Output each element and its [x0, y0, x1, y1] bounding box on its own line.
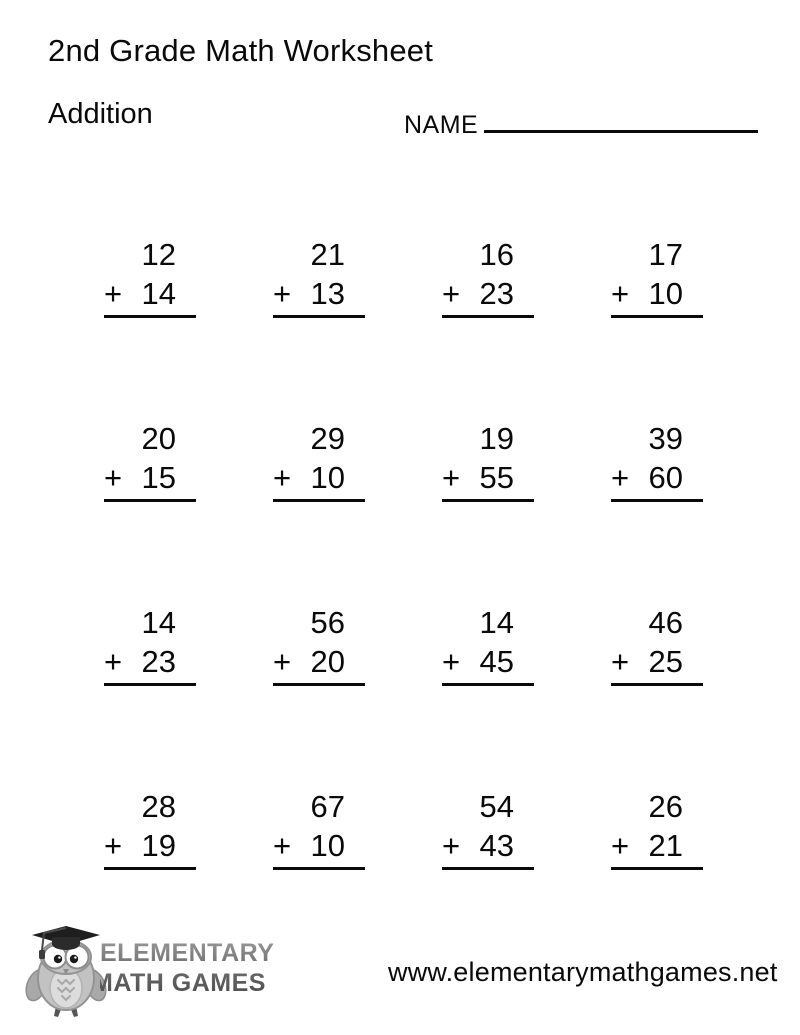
addition-problem	[104, 790, 196, 870]
logo-line-2: MATH GAMES	[92, 969, 266, 997]
answer-line	[611, 683, 703, 686]
answer-line	[442, 683, 534, 686]
addition-problem	[104, 422, 196, 502]
plus-operator: +	[611, 460, 630, 495]
problems-grid	[104, 238, 704, 870]
addition-problem	[611, 606, 703, 686]
addend-bottom: 20	[310, 644, 345, 679]
addend-bottom: 10	[310, 828, 345, 863]
addition-problem	[442, 790, 534, 870]
addend-bottom: 43	[479, 828, 514, 863]
addend-top: 54	[479, 789, 514, 824]
addend-top: 39	[648, 421, 683, 456]
answer-line	[611, 867, 703, 870]
website-url: www.elementarymathgames.net	[388, 957, 778, 987]
plus-operator: +	[442, 828, 461, 863]
addition-problem	[273, 422, 365, 502]
answer-line	[104, 315, 196, 318]
addend-bottom: 10	[648, 276, 683, 311]
problems-row-2	[104, 422, 704, 502]
answer-line	[442, 499, 534, 502]
answer-line	[611, 499, 703, 502]
addition-problem	[442, 606, 534, 686]
plus-operator: +	[273, 644, 292, 679]
addend-top: 16	[479, 237, 514, 272]
page-title: 2nd Grade Math Worksheet	[48, 33, 434, 68]
addend-bottom: 23	[141, 644, 176, 679]
plus-operator: +	[273, 828, 292, 863]
plus-operator: +	[104, 460, 123, 495]
answer-line	[273, 315, 365, 318]
addend-bottom: 45	[479, 644, 514, 679]
plus-operator: +	[273, 460, 292, 495]
addition-problem	[273, 238, 365, 318]
addend-top: 46	[648, 605, 683, 640]
answer-line	[104, 499, 196, 502]
addition-problem	[104, 606, 196, 686]
addition-problem	[273, 606, 365, 686]
addend-top: 14	[141, 605, 176, 640]
addend-top: 19	[479, 421, 514, 456]
addend-top: 56	[310, 605, 345, 640]
addend-top: 20	[141, 421, 176, 456]
addend-top: 67	[310, 789, 345, 824]
name-block	[404, 106, 758, 140]
addend-bottom: 10	[310, 460, 345, 495]
plus-operator: +	[442, 644, 461, 679]
problems-row-4	[104, 790, 704, 870]
addend-top: 21	[310, 237, 345, 272]
plus-operator: +	[104, 276, 123, 311]
plus-operator: +	[442, 460, 461, 495]
plus-operator: +	[104, 828, 123, 863]
plus-operator: +	[611, 644, 630, 679]
addend-bottom: 25	[648, 644, 683, 679]
addition-problem	[104, 238, 196, 318]
logo-text	[92, 938, 275, 998]
problems-row-1	[104, 238, 704, 318]
answer-line	[273, 867, 365, 870]
answer-line	[442, 315, 534, 318]
addend-top: 12	[141, 237, 176, 272]
addition-problem	[273, 790, 365, 870]
addend-bottom: 23	[479, 276, 514, 311]
addend-top: 29	[310, 421, 345, 456]
addend-bottom: 60	[648, 460, 683, 495]
answer-line	[611, 315, 703, 318]
addition-problem	[611, 238, 703, 318]
worksheet-subtitle: Addition	[48, 98, 153, 130]
answer-line	[273, 683, 365, 686]
logo-line-1: ELEMENTARY	[100, 939, 275, 967]
plus-operator: +	[611, 276, 630, 311]
addend-bottom: 15	[141, 460, 176, 495]
answer-line	[442, 867, 534, 870]
problems-row-3	[104, 606, 704, 686]
addend-bottom: 19	[141, 828, 176, 863]
answer-line	[273, 499, 365, 502]
addend-bottom: 55	[479, 460, 514, 495]
addend-bottom: 13	[310, 276, 345, 311]
addend-bottom: 14	[141, 276, 176, 311]
addend-top: 14	[479, 605, 514, 640]
plus-operator: +	[273, 276, 292, 311]
addition-problem	[611, 422, 703, 502]
addend-top: 26	[648, 789, 683, 824]
answer-line	[104, 683, 196, 686]
addend-bottom: 21	[648, 828, 683, 863]
name-label: NAME	[404, 111, 479, 139]
plus-operator: +	[611, 828, 630, 863]
answer-line	[104, 867, 196, 870]
plus-operator: +	[442, 276, 461, 311]
addition-problem	[442, 422, 534, 502]
plus-operator: +	[104, 644, 123, 679]
addition-problem	[611, 790, 703, 870]
name-fill-line	[484, 106, 758, 133]
addition-problem	[442, 238, 534, 318]
addend-top: 28	[141, 789, 176, 824]
addend-top: 17	[648, 237, 683, 272]
